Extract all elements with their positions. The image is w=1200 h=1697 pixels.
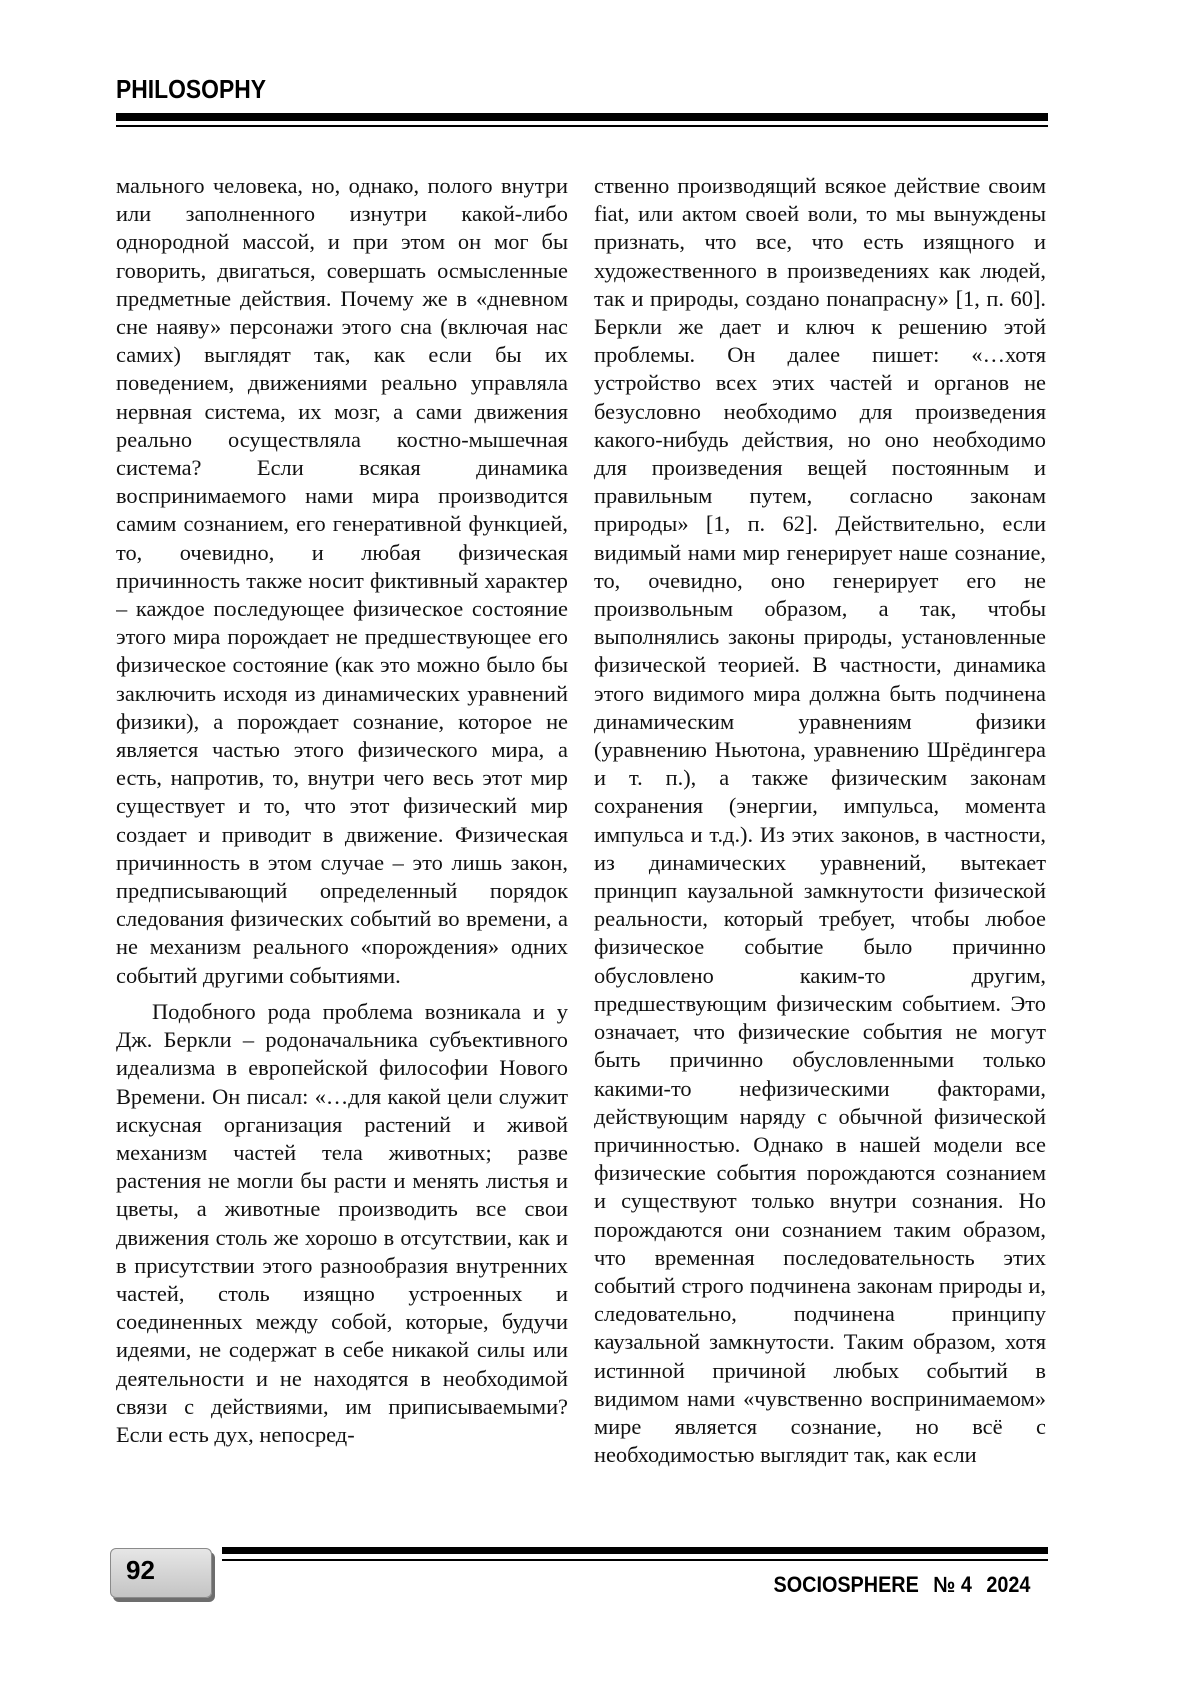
footer-rule-thick (222, 1547, 1048, 1554)
header-rule-thin (116, 125, 1048, 127)
paragraph: Подобного рода проблема возникала и у Дж. Беркли – родоначальника субъективного идеализма в европейской философии Нового Времени. Он писал: «…для какой цели служит искусная организация растений и живой механизм частей тела животных; разве растения не могли бы расти и менять листья и цветы, а животные производить все свои движения столь же хорошо в отсутствии, как и в присутствии этого разнообразия внутренних частей, столь изящно устроенных и соединенных между собой, которые, будучи идеями, не содержат в себе никакой силы или деятельности и не находятся в необходимой связи с действиями, им приписываемыми? Если есть дух, непосред- (116, 998, 568, 1447)
page-number: 92 (126, 1555, 155, 1585)
journal-footer (773, 1572, 1030, 1598)
text-column-right (594, 172, 1046, 1512)
footer-rule-thin (222, 1559, 1048, 1561)
journal-name: SOCIOSPHERE (773, 1572, 919, 1597)
header-rule-thick (116, 113, 1048, 121)
journal-issue: № 4 (932, 1572, 972, 1597)
paragraph: ственно производящий всякое действие своим fiat, или актом своей воли, то мы вынуждены признать, что все, что есть изящного и художественного в произведениях как людей, так и природы, создано понапрасну» [1, п. 60]. Беркли же дает и ключ к решению этой проблемы. Он далее пишет: «…хотя устройство всех этих частей и органов не безусловно необходимо для произведения какого-нибудь действия, но оно необходимо для произведения вещей постоянным и правильным путем, согласно законам природы» [1, п. 62]. Действительно, если видимый нами мир генерирует наше сознание, то, очевидно, оно генерирует его не произвольным образом, а так, чтобы выполнялись законы природы, установленные физической теорией. В частности, динамика этого видимого мира должна быть подчинена динамическим уравнениям физики (уравнению Ньютона, уравнению Шрёдингера и т. п.), а также физическим законам сохранения (энергии, импульса, момента импульса и т.д.). Из этих законов, в частности, из динамических уравнений, вытекает принцип каузальной замкнутости физической реальности, который требует, чтобы любое физическое событие было причинно обусловлено каким-то другим, предшествующим физическим событием. Это означает, что физические события не могут быть причинно обусловленными только какими-то нефизическими факторами, действующим наряду с обычной физической причинностью. Однако в нашей модели все физические события порождаются сознанием и существуют только внутри сознания. Но порождаются они сознанием таким образом, что временная последовательность этих событий строго подчинена законам природы и, следовательно, подчинена принципу каузальной замкнутости. Таким образом, хотя истинной причиной любых событий в видимом нами «чувственно воспринимаемом» мире является сознание, но всё с необходимостью выглядит так, как если (594, 173, 1046, 1468)
text-column-left (116, 172, 568, 1512)
journal-year: 2024 (985, 1572, 1030, 1597)
section-label: PHILOSOPHY (116, 74, 267, 104)
paragraph: мального человека, но, однако, полого внутри или заполненного изнутри какой-либо однородной массой, и при этом он мог бы говорить, двигаться, совершать осмысленные предметные действия. Почему же в «дневном сне наяву» персонажи этого сна (включая нас самих) выглядят так, как если бы их поведением, движениями реально управляла нервная система, их мозг, а сами движения реально осуществляла костно-мышечная система? Если всякая динамика воспринимаемого нами мира производится самим сознанием, его генеративной функцией, то, очевидно, и любая физическая причинность также носит фиктивный характер – каждое последующее физическое состояние этого мира порождает не предшествующее его физическое состояние (как это можно было бы заключить исходя из динамических уравнений физики), а порождает сознание, которое не является частью этого физического мира, а есть, напротив, то, внутри чего весь этот мир существует и то, что этот физический мир создает и приводит в движение. Физическая причинность в этом случае – это лишь закон, предписывающий определенный порядок следования физических событий во времени, а не механизм реального «порождения» одних событий другими событиями. (116, 173, 568, 988)
